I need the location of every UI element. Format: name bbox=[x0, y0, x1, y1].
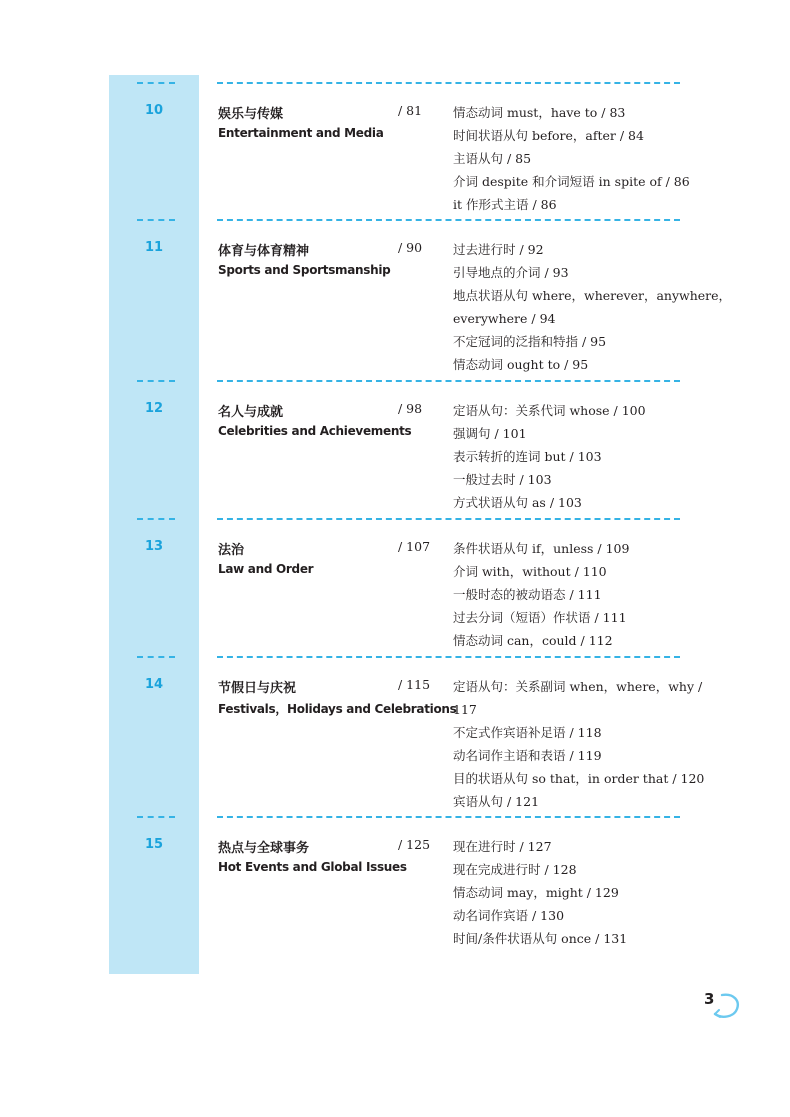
grammar-topic[interactable]: 宾语从句 / 121 bbox=[453, 794, 540, 809]
unit-page-number: / 98 bbox=[398, 401, 423, 416]
grammar-topic[interactable]: 定语从句：关系代词 whose / 100 bbox=[453, 403, 646, 418]
grammar-topic[interactable]: 表示转折的连词 but / 103 bbox=[453, 449, 602, 464]
grammar-topic[interactable]: 过去进行时 / 92 bbox=[453, 242, 544, 257]
divider-left bbox=[137, 380, 175, 382]
grammar-topic[interactable]: 一般过去时 / 103 bbox=[453, 472, 552, 487]
grammar-topic-list bbox=[453, 101, 703, 216]
grammar-topic-list bbox=[453, 399, 703, 514]
unit-title-english[interactable]: Festivals，Holidays and Celebrations bbox=[218, 702, 457, 716]
unit-title-english[interactable]: Entertainment and Media bbox=[218, 126, 384, 140]
unit-title-chinese[interactable]: 名人与成就 bbox=[218, 405, 284, 420]
divider-right bbox=[217, 518, 680, 520]
unit-number: 15 bbox=[144, 837, 164, 852]
unit-page-number: / 115 bbox=[398, 677, 431, 692]
unit-title-chinese[interactable]: 节假日与庆祝 bbox=[218, 681, 297, 696]
divider-left bbox=[137, 219, 175, 221]
divider-right bbox=[217, 380, 680, 382]
divider-left bbox=[137, 518, 175, 520]
unit-number: 10 bbox=[144, 103, 164, 118]
grammar-topic[interactable]: 引导地点的介词 / 93 bbox=[453, 265, 569, 280]
grammar-topic[interactable]: 117 bbox=[453, 702, 477, 717]
grammar-topic[interactable]: 目的状语从句 so that，in order that / 120 bbox=[453, 771, 705, 786]
unit-page-number: / 90 bbox=[398, 240, 423, 255]
grammar-topic[interactable]: 情态动词 can，could / 112 bbox=[453, 633, 613, 648]
unit-title-english[interactable]: Sports and Sportsmanship bbox=[218, 263, 391, 277]
unit-number: 13 bbox=[144, 539, 164, 554]
grammar-topic[interactable]: 时间状语从句 before，after / 84 bbox=[453, 128, 644, 143]
divider-right bbox=[217, 816, 680, 818]
grammar-topic-list bbox=[453, 537, 703, 652]
grammar-topic[interactable]: 情态动词 must，have to / 83 bbox=[453, 105, 626, 120]
unit-number: 14 bbox=[144, 677, 164, 692]
page-number: 3 bbox=[704, 990, 715, 1008]
grammar-topic[interactable]: 动名词作主语和表语 / 119 bbox=[453, 748, 602, 763]
unit-title-english[interactable]: Hot Events and Global Issues bbox=[218, 860, 407, 874]
grammar-topic[interactable]: 条件状语从句 if，unless / 109 bbox=[453, 541, 630, 556]
unit-title-chinese[interactable]: 体育与体育精神 bbox=[218, 244, 310, 259]
grammar-topic[interactable]: 强调句 / 101 bbox=[453, 426, 527, 441]
divider-right bbox=[217, 219, 680, 221]
grammar-topic[interactable]: 主语从句 / 85 bbox=[453, 151, 532, 166]
grammar-topic[interactable]: 一般时态的被动语态 / 111 bbox=[453, 587, 602, 602]
grammar-topic[interactable]: 情态动词 may，might / 129 bbox=[453, 885, 619, 900]
grammar-topic[interactable]: 不定式作宾语补足语 / 118 bbox=[453, 725, 602, 740]
unit-number: 12 bbox=[144, 401, 164, 416]
grammar-topic[interactable]: 现在完成进行时 / 128 bbox=[453, 862, 577, 877]
unit-page-number: / 107 bbox=[398, 539, 431, 554]
divider-right bbox=[217, 656, 680, 658]
grammar-topic[interactable]: 介词 despite 和介词短语 in spite of / 86 bbox=[453, 174, 690, 189]
divider-left bbox=[137, 82, 175, 84]
grammar-topic[interactable]: 不定冠词的泛指和特指 / 95 bbox=[453, 334, 607, 349]
unit-title-chinese[interactable]: 娱乐与传媒 bbox=[218, 107, 284, 122]
unit-page-number: / 125 bbox=[398, 837, 431, 852]
grammar-topic[interactable]: 现在进行时 / 127 bbox=[453, 839, 552, 854]
grammar-topic[interactable]: 过去分词（短语）作状语 / 111 bbox=[453, 610, 627, 625]
grammar-topic[interactable]: 情态动词 ought to / 95 bbox=[453, 357, 589, 372]
unit-page-number: / 81 bbox=[398, 103, 423, 118]
grammar-topic[interactable]: 方式状语从句 as / 103 bbox=[453, 495, 582, 510]
grammar-topic[interactable]: 时间/条件状语从句 once / 131 bbox=[453, 931, 628, 946]
grammar-topic-list bbox=[453, 675, 703, 813]
grammar-topic[interactable]: 地点状语从句 where，wherever，anywhere， bbox=[453, 288, 732, 303]
grammar-topic[interactable]: 定语从句：关系副词 when，where，why / bbox=[453, 679, 703, 694]
grammar-topic-list bbox=[453, 238, 732, 376]
grammar-topic[interactable]: 动名词作宾语 / 130 bbox=[453, 908, 565, 923]
unit-title-english[interactable]: Law and Order bbox=[218, 562, 314, 576]
grammar-topic-list bbox=[453, 835, 703, 950]
unit-title-english[interactable]: Celebrities and Achievements bbox=[218, 424, 412, 438]
grammar-topic[interactable]: 介词 with，without / 110 bbox=[453, 564, 607, 579]
divider-right bbox=[217, 82, 680, 84]
unit-title-chinese[interactable]: 热点与全球事务 bbox=[218, 841, 310, 856]
divider-left bbox=[137, 816, 175, 818]
grammar-topic[interactable]: everywhere / 94 bbox=[453, 311, 556, 326]
unit-title-chinese[interactable]: 法治 bbox=[218, 543, 245, 558]
unit-number: 11 bbox=[144, 240, 164, 255]
grammar-topic[interactable]: it 作形式主语 / 86 bbox=[453, 197, 557, 212]
divider-left bbox=[137, 656, 175, 658]
